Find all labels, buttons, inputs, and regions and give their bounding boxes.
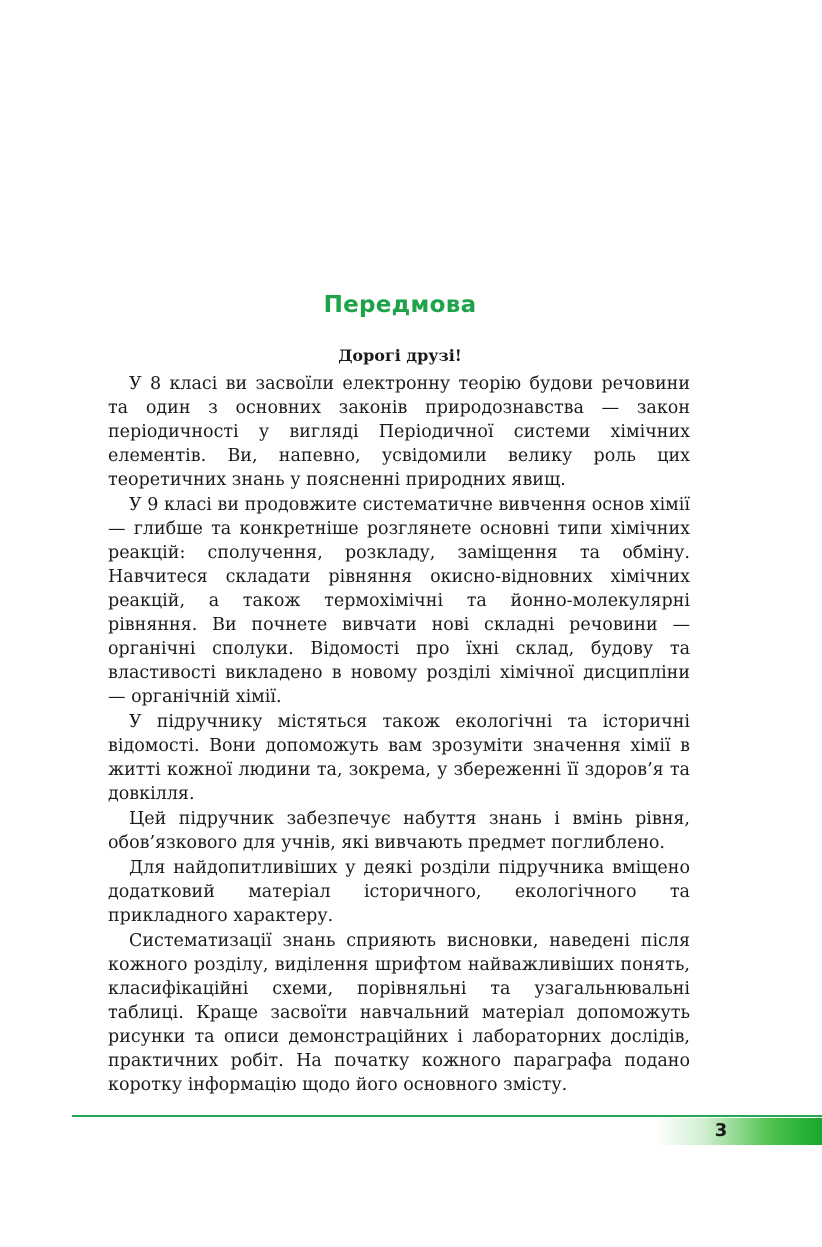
body-text <box>108 372 690 1098</box>
page-title: Передмова <box>323 292 477 318</box>
paragraph: Систематизації знань сприяють висновки, наведені після кожного розділу, виділення шрифтом найважливіших понять, класифікаційні схеми, порівняльні та узагальнювальні таблиці. Краще засвоїти навчальний матеріал допоможуть рисунки та описи демонстраційних і лабораторних дослідів, практичних робіт. На початку кожного параграфа подано коротку інформацію щодо його основного змісту. <box>108 931 690 1095</box>
paragraph: У 9 класі ви продовжите систематичне вивчення основ хімії — глибше та конкретніше розглянете основні типи хімічних реакцій: сполучення, розкладу, заміщення та обміну. Навчитеся складати рівняння окисно-відновних хімічних реакцій, а також термохімічні та йонно-молекулярні рівняння. Ви почнете вивчати нові складні речовини — органічні сполуки. Відомості про їхні склад, будову та властивості викладено в новому розділі хімічної дисципліни — органічній хімії. <box>108 495 690 707</box>
paragraph: Для найдопитливіших у деякі розділи підручника вміщено додатковий матеріал історичного, екологічного та прикладного характеру. <box>108 858 690 926</box>
page-number: 3 <box>714 1120 728 1141</box>
footer-rule <box>72 1115 822 1117</box>
paragraph: У підручнику містяться також екологічні та історичні відомості. Вони допоможуть вам зрозуміти значення хімії в житті кожної людини та, зокрема, у збереженні її здоров’я та довкілля. <box>108 712 690 804</box>
paragraph: Цей підручник забезпечує набуття знань і вмінь рівня, обов’язкового для учнів, які вивчають предмет поглиблено. <box>108 809 690 853</box>
greeting-heading: Дорогі друзі! <box>338 346 462 365</box>
paragraph: У 8 класі ви засвоїли електронну теорію будови речовини та один з основних законів природознавства — закон періодичності у вигляді Періодичної системи хімічних елементів. Ви, напевно, усвідомили велику роль цих теоретичних знань у поясненні природних явищ. <box>108 374 690 490</box>
